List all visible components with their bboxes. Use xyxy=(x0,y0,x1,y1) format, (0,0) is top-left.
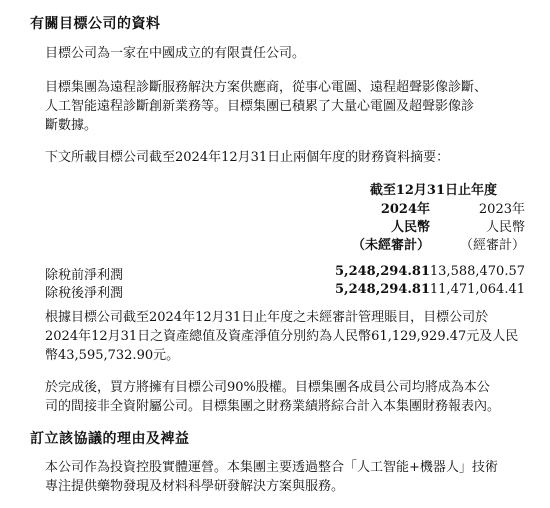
text-line: 本公司作為投資控股實體運營。本集團主要透過整合「人工智能+機器人」技術 xyxy=(45,460,498,475)
column-header-currency-2023: 人民幣 xyxy=(485,220,525,235)
cell-value-2023: 13,588,470.57 xyxy=(429,264,525,279)
financial-table xyxy=(45,179,525,299)
paragraph-completion xyxy=(45,378,525,416)
paragraph-asset-values xyxy=(45,308,525,365)
paragraph-financial-summary-intro xyxy=(45,148,525,167)
text-line: 人工智能遠程診斷創新業務等。目標集團已積累了大量心電圖及超聲影像診 xyxy=(45,99,475,114)
table-period-header: 截至12月31日止年度 xyxy=(369,183,497,198)
text-line: 2024年12月31日之資產總值及資產淨值分別約為人民幣61,129,929.47元及人民 xyxy=(45,329,519,344)
row-label: 除稅前淨利潤 xyxy=(45,268,124,283)
text-line: 幣43,595,732.90元。 xyxy=(45,348,180,363)
text-line: 專注提供藥物發現及材料科學研發解決方案與服務。 xyxy=(45,479,345,494)
cell-value-2024: 5,248,294.81 xyxy=(335,264,430,279)
section-heading-reasons: 訂立該協議的理由及裨益 xyxy=(30,431,190,447)
column-header-currency-2024: 人民幣 xyxy=(390,220,430,235)
paragraph-company-intro xyxy=(45,44,525,63)
paragraph-company-operations xyxy=(45,458,525,496)
paragraph-business-description xyxy=(45,78,525,135)
text-line: 於完成後，買方將擁有目標公司90%股權。目標集團各成員公司均將成為本公 xyxy=(45,380,490,395)
text-line: 下文所載目標公司截至2024年12月31日止兩個年度的財務資料摘要： xyxy=(45,150,450,165)
row-label: 除稅後淨利潤 xyxy=(45,286,124,301)
text-line: 目標集團為遠程診斷服務解決方案供應商，從事心電圖、遠程超聲影像診斷、 xyxy=(45,80,488,95)
column-header-note-2023: （經審計） xyxy=(459,238,525,253)
text-line: 斷數據。 xyxy=(45,118,98,133)
column-header-year-2023: 2023年 xyxy=(478,202,525,217)
text-line: 目標公司為一家在中國成立的有限責任公司。 xyxy=(45,46,306,61)
section-heading-target-info: 有關目標公司的資料 xyxy=(30,16,161,32)
text-line: 司的間接非全資附屬公司。目標集團之財務業績將綜合計入本集團財務報表內。 xyxy=(45,399,501,414)
column-header-year-2024: 2024年 xyxy=(380,202,430,217)
column-header-note-2024: （未經審計） xyxy=(351,238,430,253)
cell-value-2023: 11,471,064.41 xyxy=(429,282,525,297)
cell-value-2024: 5,248,294.81 xyxy=(335,282,430,297)
text-line: 根據目標公司截至2024年12月31日止年度之未經審計管理賬目，目標公司於 xyxy=(45,310,489,325)
